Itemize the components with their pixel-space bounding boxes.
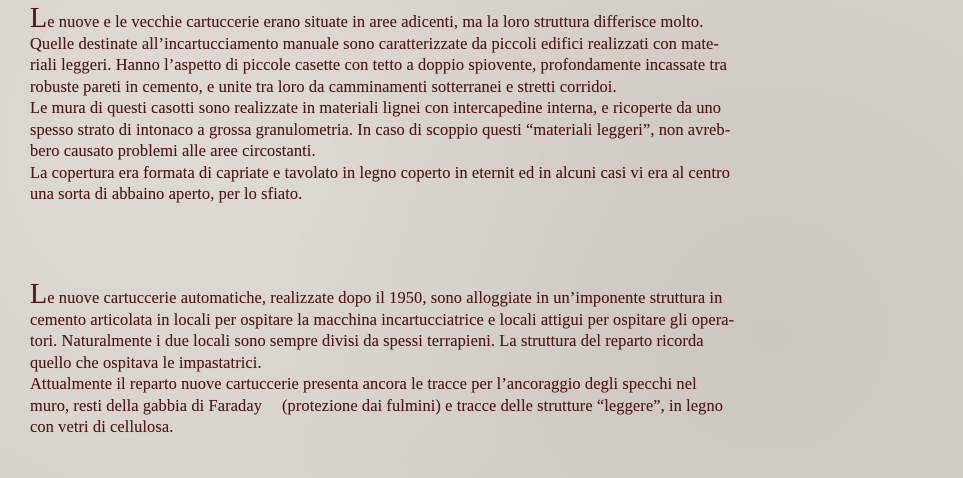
text-line: Le mura di questi casotti sono realizzate in materiali lignei con intercapedine interna, e ricoperte da uno bbox=[30, 98, 722, 117]
text-line: una sorta di abbaino aperto, per lo sfiato. bbox=[30, 184, 303, 203]
drop-cap: L bbox=[30, 279, 48, 310]
text-line: La copertura era formata di capriate e tavolato in legno coperto in eternit ed in alcuni casi vi era al centro bbox=[30, 162, 730, 182]
text-line: quello che ospitava le impastatrici. bbox=[30, 352, 262, 372]
text-line: riali leggeri. Hanno l’aspetto di piccole casette con tetto a doppio spiovente, profondamente incassate tra bbox=[30, 55, 728, 74]
text-line: cemento articolata in locali per ospitare la macchina incartucciatrice e locali attigui per ospitare gli opera- bbox=[30, 309, 735, 329]
text-line: Le nuove e le vecchie cartuccerie erano situate in aree adicenti, ma la loro struttura differisce molto. bbox=[30, 3, 704, 34]
paragraph-automatic-cartridge-works bbox=[30, 279, 945, 438]
text-line: bero causato problemi alle aree circostanti. bbox=[30, 141, 316, 160]
text-line: Attualmente il reparto nuove cartuccerie presenta ancora le tracce per l’ancoraggio degli specchi nel bbox=[30, 374, 697, 393]
text-line: tori. Naturalmente i due locali sono sempre divisi da spessi terrapieni. La struttura del reparto ricorda bbox=[30, 331, 704, 350]
paragraph-hand-loading-cartridge-works bbox=[30, 3, 945, 205]
drop-cap: L bbox=[30, 3, 48, 34]
text-line: spesso strato di intonaco a grossa granulometria. In caso di scoppio questi “materiali leggeri”, non avreb- bbox=[30, 119, 731, 139]
text-line: muro, resti della gabbia di Faraday (protezione dai fulmini) e tracce delle strutture “leggere”, in legno bbox=[30, 395, 724, 415]
text-line: robuste pareti in cemento, e unite tra loro da camminamenti sotterranei e stretti corridoi. bbox=[30, 76, 617, 96]
text-line: Le nuove cartuccerie automatiche, realizzate dopo il 1950, sono alloggiate in un’imponente struttura in bbox=[30, 279, 723, 310]
text-line: Quelle destinate all’incartucciamento manuale sono caratterizzate da piccoli edifici realizzati con mate- bbox=[30, 33, 719, 53]
text-line: con vetri di cellulosa. bbox=[30, 417, 174, 436]
